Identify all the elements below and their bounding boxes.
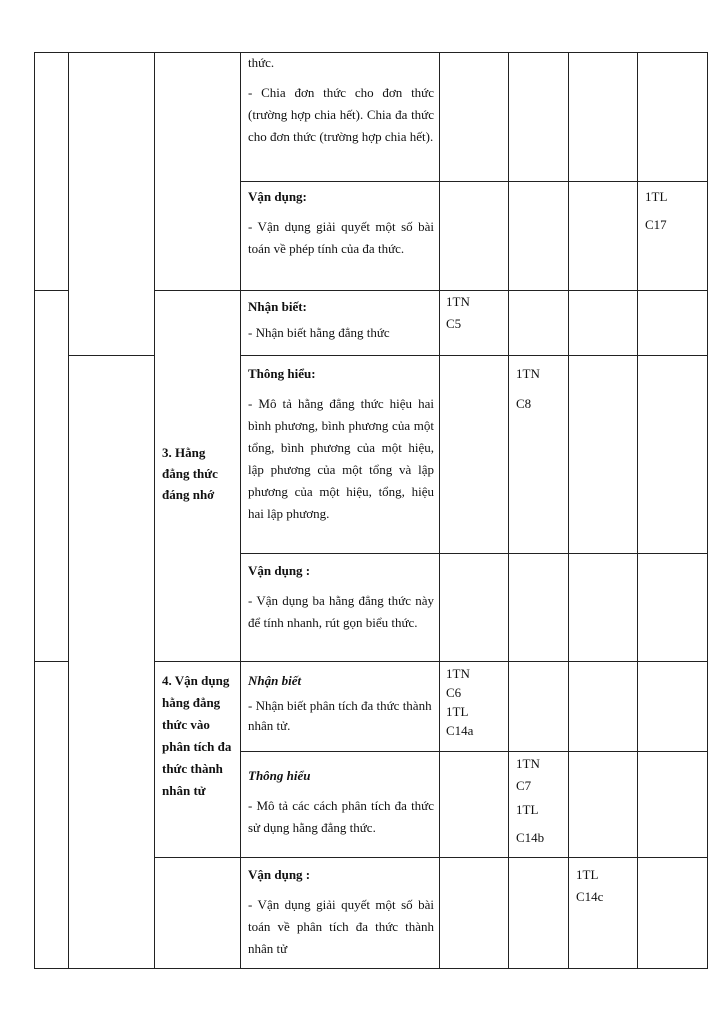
level-label: Thông hiểu [248, 768, 311, 783]
row-divider [154, 290, 708, 291]
question-count: 1TN [516, 366, 540, 381]
content-text: - Mô tả các cách phân tích đa thức sử dụng hằng đẳng thức. [248, 798, 434, 835]
content-text: - Vận dụng giải quyết một số bài toán về phép tính của đa thức. [248, 219, 434, 256]
content-cell [248, 296, 434, 344]
question-code: C14a [446, 723, 474, 738]
question-count: 1TL [516, 802, 539, 817]
content-cell [248, 560, 434, 634]
question-count: 1TN [446, 666, 470, 681]
level-label: Vận dụng : [248, 867, 311, 882]
column-divider [439, 52, 440, 969]
topic-cell [162, 442, 236, 505]
content-text: - Chia đơn thức cho đơn thức (trường hợp chia hết). Chia đa thức cho đơn thức (trường hợp chia hết). [248, 85, 434, 144]
question-code: C14c [576, 889, 604, 904]
row-divider [34, 661, 69, 662]
question-count-cell [576, 864, 634, 908]
column-divider [68, 52, 69, 969]
column-divider [508, 52, 509, 969]
row-divider [240, 355, 708, 356]
content-cell [248, 363, 434, 525]
content-cell [248, 864, 434, 960]
content-text: - Nhận biết hằng đẳng thức [248, 325, 390, 340]
topic-cell [162, 670, 236, 802]
content-cell [248, 52, 434, 148]
level-label: Nhận biết [248, 673, 302, 688]
question-count-cell [516, 363, 564, 415]
question-count-cell [645, 186, 703, 236]
question-code: C8 [516, 396, 532, 411]
table-border-bottom [34, 968, 708, 969]
level-label: Nhận biết: [248, 299, 307, 314]
row-divider [240, 751, 708, 752]
content-text: - Nhận biết phân tích đa thức thành nhân tử. [248, 698, 432, 733]
row-divider [240, 181, 708, 182]
question-count: 1TL [645, 189, 668, 204]
question-count-cell [446, 664, 504, 740]
content-cell [248, 670, 434, 736]
question-count: 1TN [446, 294, 470, 309]
column-divider [568, 52, 569, 969]
content-text: - Vận dụng ba hằng đẳng thức này để tính nhanh, rút gọn biểu thức. [248, 593, 434, 630]
level-label: Thông hiểu: [248, 366, 316, 381]
content-cell [248, 765, 434, 839]
question-code: C17 [645, 217, 667, 232]
content-text: - Vận dụng giải quyết một số bài toán về phân tích đa thức thành nhân tử [248, 897, 434, 956]
row-divider [34, 290, 69, 291]
question-code: C14b [516, 830, 545, 845]
question-code: C7 [516, 778, 532, 793]
question-count: 1TL [576, 867, 599, 882]
row-divider [68, 355, 155, 356]
content-cell [248, 186, 434, 260]
table-border-right [707, 52, 708, 969]
question-code: C5 [446, 316, 462, 331]
column-divider [637, 52, 638, 969]
content-text: - Mô tả hằng đẳng thức hiệu hai bình phương, bình phương của một tổng, bình phương của một hiệu, lập phương của một tổng và lập phương của một hiệu, tổng, hiệu hai lập phương. [248, 396, 434, 521]
level-label: Vận dụng: [248, 189, 307, 204]
topic-title: 4. Vận dụng hằng đẳng thức vào phân tích đa thức thành nhân tử [162, 673, 232, 798]
question-count: 1TL [446, 704, 469, 719]
row-divider [240, 553, 708, 554]
content-text: thức. [248, 55, 275, 70]
column-divider [154, 52, 155, 969]
column-divider [240, 52, 241, 969]
question-count-cell [516, 753, 564, 849]
question-count-cell [446, 291, 504, 335]
topic-title: 3. Hằng đẳng thức đáng nhớ [162, 445, 218, 502]
table-border-left [34, 52, 35, 969]
question-code: C6 [446, 685, 462, 700]
question-count: 1TN [516, 756, 540, 771]
row-divider [154, 661, 708, 662]
row-divider [154, 857, 708, 858]
level-label: Vận dụng : [248, 563, 311, 578]
